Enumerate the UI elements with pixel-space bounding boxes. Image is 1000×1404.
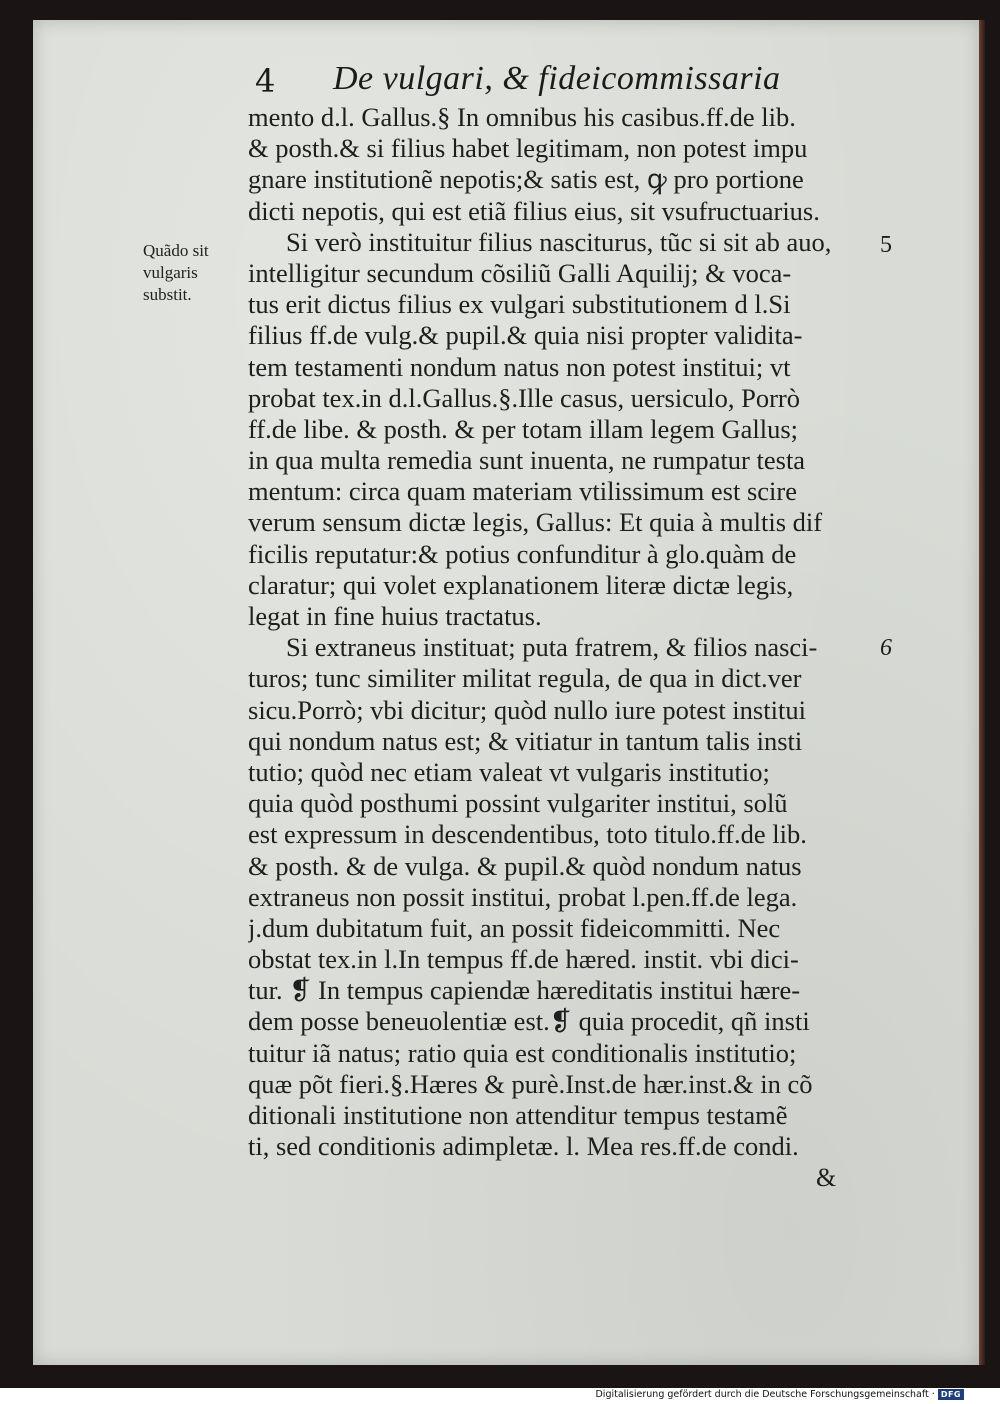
catchword: &	[816, 1163, 837, 1192]
text-line: quæ põt fieri.§.Hæres & purè.Inst.de hær.inst.& in cõ	[248, 1068, 813, 1099]
text-line: tem testamenti nondum natus non potest institui; vt	[248, 351, 791, 382]
text-line: filius ff.de vulg.& pupil.& quia nisi propter validita-	[248, 320, 803, 351]
digitization-credit	[595, 1389, 964, 1400]
text-line: j.dum dubitatum fuit, an possit fideicommitti. Nec	[248, 912, 781, 943]
text-line: Si extraneus instituat; puta fratrem, & filios nasci-	[286, 632, 818, 663]
text-line: obstat tex.in l.In tempus ff.de hæred. instit. vbi dici-	[248, 944, 799, 975]
dfg-logo-icon: DFG	[938, 1389, 964, 1400]
text-line: est expressum in descendentibus, toto titulo.ff.de lib.	[248, 819, 807, 850]
text-line: tutio; quòd nec etiam valeat vt vulgaris institutio;	[248, 756, 770, 787]
text-line: tus erit dictus filius ex vulgari substitutionem d l.Si	[248, 289, 791, 320]
text-line: legat in fine huius tractatus.	[248, 601, 542, 631]
page-number: 4	[255, 62, 276, 100]
margin-note-line: substit.	[143, 285, 192, 304]
text-line: ditionali institutione non attenditur tempus testamẽ	[248, 1100, 788, 1130]
text-line: mento d.l. Gallus.§ In omnibus his casibus.ff.de lib.	[248, 102, 796, 132]
text-line: ti, sed conditionis adimpletæ. l. Mea res.ff.de condi.	[248, 1131, 799, 1162]
text-line: gnare institutionẽ nepotis;& satis est, ꝙ pro portione	[248, 164, 804, 195]
text-line: verum sensum dictæ legis, Gallus: Et quia à multis dif	[248, 507, 823, 538]
credit-text: Digitalisierung gefördert durch die Deutsche Forschungsgemeinschaft ·	[595, 1389, 935, 1400]
text-line: intelligitur secundum cõsiliũ Galli Aquilij; & voca-	[248, 257, 792, 288]
text-line: quia quòd posthumi possint vulgariter institui, solũ	[248, 788, 788, 819]
section-number-5: 5	[880, 232, 892, 258]
text-line: ff.de libe. & posth. & per totam illam legem Gallus;	[248, 413, 799, 444]
text-line: tur. ❡ In tempus capiendæ hæreditatis institui hære-	[248, 975, 801, 1006]
section-number-6: 6	[880, 635, 892, 661]
text-line: Si verò instituitur filius nasciturus, tũc si sit ab auo,	[286, 226, 832, 257]
text-line: probat tex.in d.l.Gallus.§.Ille casus, uersiculo, Porrò	[248, 382, 800, 413]
text-line: & posth.& si filius habet legitimam, non potest impu	[248, 133, 808, 164]
text-line: turos; tunc similiter militat regula, de qua in dict.ver	[248, 663, 802, 694]
running-title: De vulgari, & fideicommissaria	[333, 60, 781, 97]
margin-note-line: vulgaris	[143, 263, 198, 282]
margin-note-line: Quãdo sit	[143, 241, 209, 260]
body-text	[248, 102, 873, 1162]
text-line: & posth. & de vulga. & pupil.& quòd nondum natus	[248, 850, 802, 881]
text-line: ficilis reputatur:& potius confunditur à glo.quàm de	[248, 538, 797, 569]
text-line: sicu.Porrò; vbi dicitur; quòd nullo iure potest institui	[248, 694, 806, 725]
text-line: dem posse beneuolentiæ est.❡ quia procedit, qñ insti	[248, 1006, 810, 1037]
text-line: claratur; qui volet explanationem literæ dictæ legis,	[248, 569, 794, 600]
text-line: extraneus non possit institui, probat l.pen.ff.de lega.	[248, 881, 798, 912]
text-line: mentum: circa quam materiam vtilissimum est scire	[248, 476, 797, 507]
margin-note	[143, 240, 243, 306]
text-line: dicti nepotis, qui est etiã filius eius, sit vsufructuarius.	[248, 195, 820, 226]
text-line: in qua multa remedia sunt inuenta, ne rumpatur testa	[248, 445, 806, 476]
text-line: tuitur iã natus; ratio quia est conditionalis institutio;	[248, 1037, 797, 1068]
text-line: qui nondum natus est; & vitiatur in tantum talis insti	[248, 725, 803, 756]
